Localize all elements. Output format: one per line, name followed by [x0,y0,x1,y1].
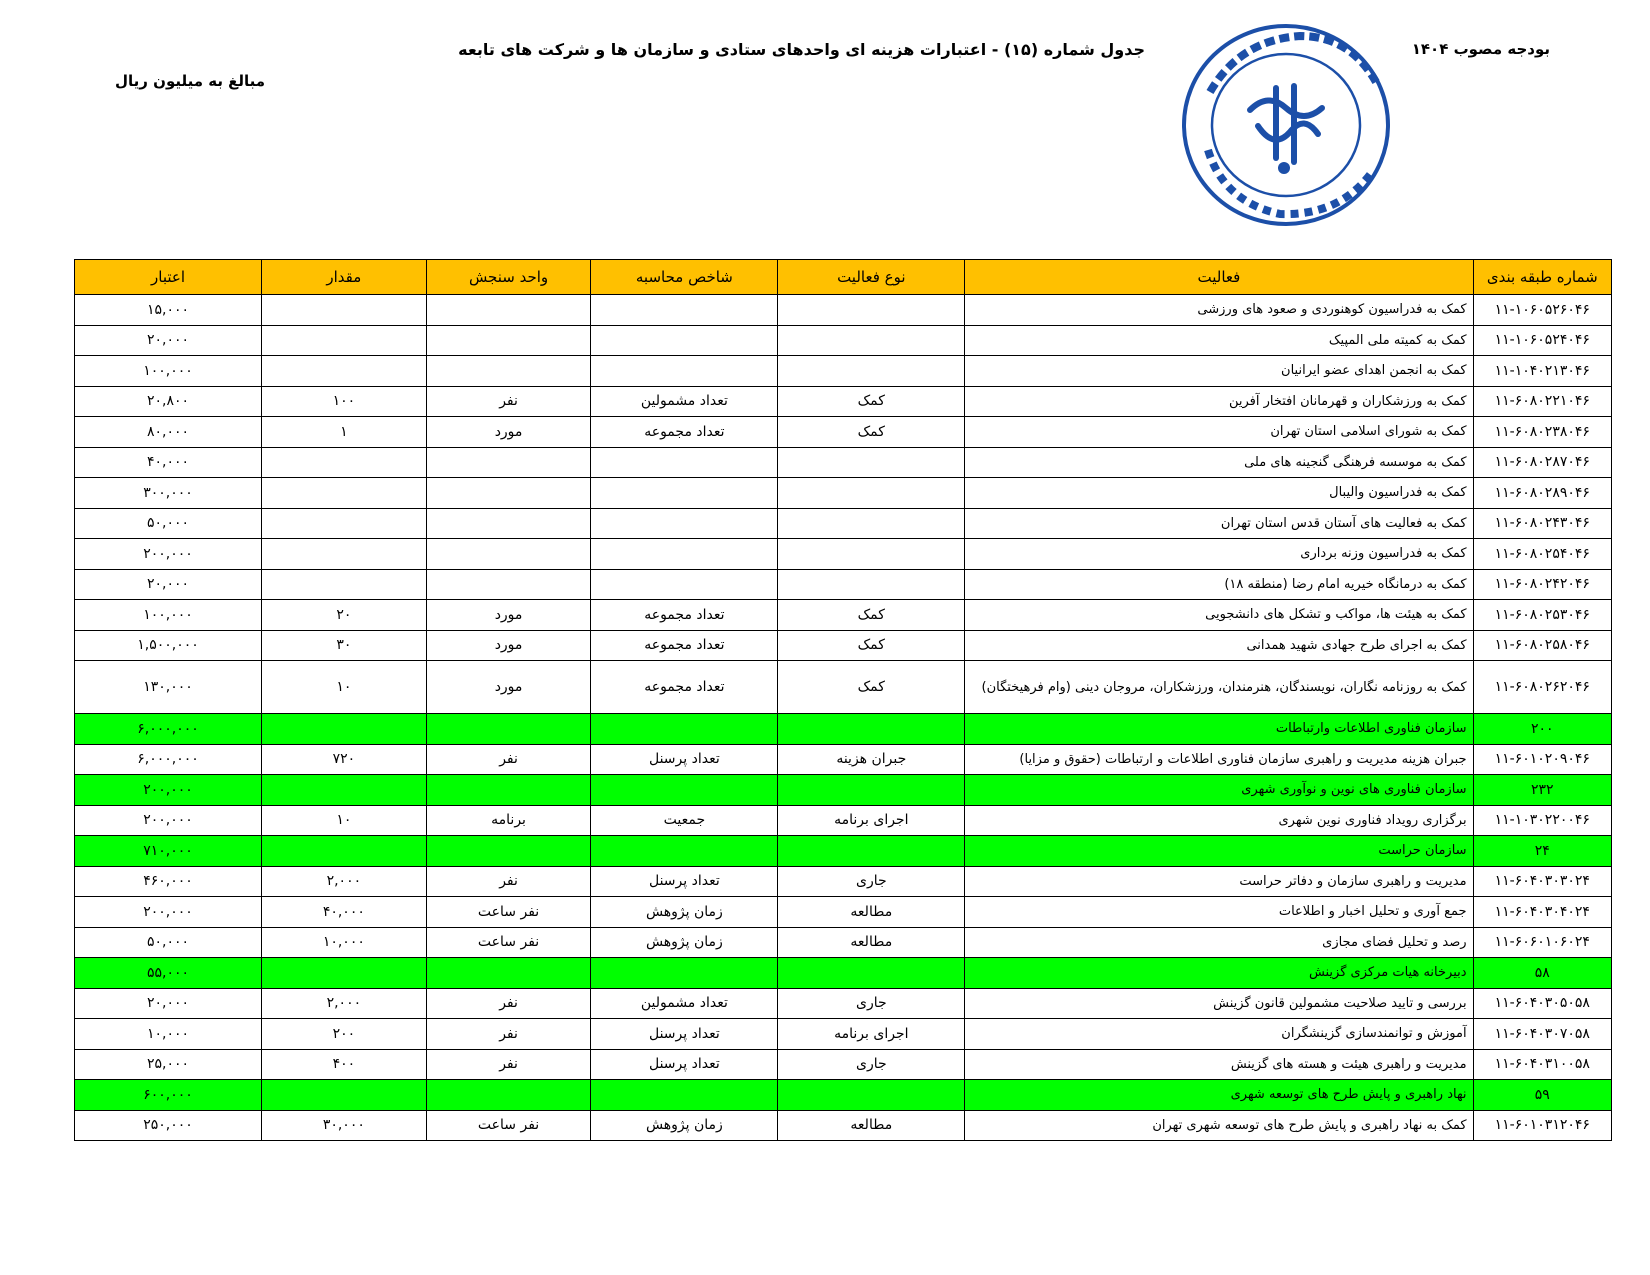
cell-activity: کمک به فعالیت های آستان قدس استان تهران [965,508,1473,539]
table-row [75,744,1612,775]
cell-activity: سازمان فناوری های نوین و نوآوری شهری [965,775,1473,806]
cell-unit: نفر ساعت [426,1110,591,1141]
cell-type [778,295,965,326]
cell-indicator [591,508,778,539]
cell-activity: کمک به ورزشکاران و قهرمانان افتخار آفرین [965,386,1473,417]
cell-credit: ۱۳۰,۰۰۰ [75,661,262,714]
cell-credit: ۱۵,۰۰۰ [75,295,262,326]
cell-code: ۱۱-۶۰۸۰۲۴۲۰۴۶ [1473,569,1611,600]
cell-activity: کمک به نهاد راهبری و پایش طرح های توسعه شهری تهران [965,1110,1473,1141]
col-header-code: شماره طبقه بندی [1473,260,1611,295]
cell-code: ۱۱-۶۰۴۰۳۱۰۰۵۸ [1473,1049,1611,1080]
col-header-qty: مقدار [262,260,427,295]
cell-qty: ۲۰ [262,600,427,631]
cell-unit [426,508,591,539]
cell-activity: بررسی و تایید صلاحیت مشمولین قانون گزینش [965,988,1473,1019]
cell-credit: ۳۰۰,۰۰۰ [75,478,262,509]
cell-qty [262,836,427,867]
cell-code: ۱۱-۶۰۸۰۲۵۸۰۴۶ [1473,630,1611,661]
cell-qty [262,539,427,570]
cell-unit: نفر [426,866,591,897]
cell-unit: نفر ساعت [426,927,591,958]
cell-credit: ۱۰۰,۰۰۰ [75,356,262,387]
cell-indicator [591,447,778,478]
cell-indicator: تعداد مجموعه [591,417,778,448]
col-header-type: نوع فعالیت [778,260,965,295]
cell-activity: کمک به شورای اسلامی استان تهران [965,417,1473,448]
cell-indicator [591,295,778,326]
cell-code: ۱۱-۱۰۶۰۵۲۶۰۴۶ [1473,295,1611,326]
cell-code: ۲۳۲ [1473,775,1611,806]
cell-code: ۱۱-۶۰۸۰۲۸۷۰۴۶ [1473,447,1611,478]
table-row [75,356,1612,387]
cell-qty: ۷۲۰ [262,744,427,775]
cell-code: ۱۱-۶۰۴۰۳۰۵۰۵۸ [1473,988,1611,1019]
cell-indicator: تعداد مجموعه [591,661,778,714]
cell-indicator: زمان پژوهش [591,897,778,928]
table-section-row [75,958,1612,989]
cell-type: جاری [778,988,965,1019]
col-header-unit: واحد سنجش [426,260,591,295]
table-row [75,866,1612,897]
cell-indicator [591,569,778,600]
cell-activity: نهاد راهبری و پایش طرح های توسعه شهری [965,1080,1473,1111]
cell-qty [262,325,427,356]
cell-unit: نفر [426,1049,591,1080]
cell-credit: ۱۰۰,۰۰۰ [75,600,262,631]
cell-type [778,836,965,867]
table-row [75,539,1612,570]
cell-indicator [591,356,778,387]
cell-type: اجرای برنامه [778,805,965,836]
table-section-row [75,1080,1612,1111]
cell-qty [262,356,427,387]
cell-activity: کمک به اجرای طرح جهادی شهید همدانی [965,630,1473,661]
cell-type: کمک [778,661,965,714]
cell-code: ۱۱-۱۰۴۰۲۱۳۰۴۶ [1473,356,1611,387]
cell-unit [426,714,591,745]
cell-credit: ۶۰۰,۰۰۰ [75,1080,262,1111]
cell-type: جاری [778,1049,965,1080]
cell-type [778,1080,965,1111]
cell-credit: ۵۰,۰۰۰ [75,927,262,958]
cell-credit: ۴۰,۰۰۰ [75,447,262,478]
table-row [75,1049,1612,1080]
cell-type [778,356,965,387]
table-row [75,508,1612,539]
cell-indicator [591,325,778,356]
table-row [75,805,1612,836]
cell-qty [262,569,427,600]
cell-code: ۱۱-۱۰۳۰۲۲۰۰۴۶ [1473,805,1611,836]
cell-unit: نفر [426,386,591,417]
cell-activity: کمک به فدراسیون کوهنوردی و صعود های ورزشی [965,295,1473,326]
cell-indicator: تعداد مشمولین [591,386,778,417]
cell-unit: مورد [426,661,591,714]
cell-credit: ۶,۰۰۰,۰۰۰ [75,744,262,775]
cell-type [778,539,965,570]
cell-activity: سازمان حراست [965,836,1473,867]
cell-code: ۲۴ [1473,836,1611,867]
cell-unit: مورد [426,417,591,448]
cell-unit: برنامه [426,805,591,836]
cell-activity: کمک به فدراسیون والیبال [965,478,1473,509]
cell-activity: کمک به درمانگاه خیریه امام رضا (منطقه ۱۸) [965,569,1473,600]
cell-type [778,714,965,745]
cell-unit [426,295,591,326]
cell-code: ۱۱-۶۰۶۰۱۰۶۰۲۴ [1473,927,1611,958]
cell-activity: رصد و تحلیل فضای مجازی [965,927,1473,958]
cell-credit: ۵۵,۰۰۰ [75,958,262,989]
cell-code: ۱۱-۶۰۸۰۲۸۹۰۴۶ [1473,478,1611,509]
cell-credit: ۴۶۰,۰۰۰ [75,866,262,897]
table-row [75,417,1612,448]
cell-unit [426,539,591,570]
cell-credit: ۵۰,۰۰۰ [75,508,262,539]
cell-type [778,325,965,356]
unit-note: مبالغ به میلیون ریال [115,72,266,90]
table-row [75,988,1612,1019]
table-row [75,478,1612,509]
cell-credit: ۲۵۰,۰۰۰ [75,1110,262,1141]
cell-code: ۱۱-۶۰۸۰۲۳۸۰۴۶ [1473,417,1611,448]
cell-qty [262,714,427,745]
cell-code: ۵۸ [1473,958,1611,989]
cell-type: کمک [778,600,965,631]
cell-indicator: تعداد مشمولین [591,988,778,1019]
table-body [75,295,1612,1141]
cell-indicator [591,539,778,570]
cell-unit [426,478,591,509]
cell-unit: نفر [426,744,591,775]
cell-credit: ۷۱۰,۰۰۰ [75,836,262,867]
cell-indicator [591,478,778,509]
page-title: جدول شماره (۱۵) - اعتبارات هزینه ای واحدهای ستادی و سازمان ها و شرکت های تابعه [458,40,1145,59]
cell-qty: ۱ [262,417,427,448]
cell-activity: دبیرخانه هیات مرکزی گزینش [965,958,1473,989]
table-header-row [75,260,1612,295]
cell-code: ۱۱-۱۰۶۰۵۲۴۰۴۶ [1473,325,1611,356]
cell-code: ۱۱-۶۰۱۰۲۰۹۰۴۶ [1473,744,1611,775]
cell-indicator: تعداد پرسنل [591,744,778,775]
table-row [75,1110,1612,1141]
table-row [75,897,1612,928]
cell-activity: کمک به موسسه فرهنگی گنجینه های ملی [965,447,1473,478]
cell-qty: ۱۰ [262,805,427,836]
cell-activity: جبران هزینه مدیریت و راهبری سازمان فناوری اطلاعات و ارتباطات (حقوق و مزایا) [965,744,1473,775]
cell-activity: برگزاری رویداد فناوری نوین شهری [965,805,1473,836]
cell-type: جاری [778,866,965,897]
table-row [75,661,1612,714]
cell-qty [262,1080,427,1111]
table-section-row [75,775,1612,806]
cell-activity: سازمان فناوری اطلاعات وارتباطات [965,714,1473,745]
cell-code: ۱۱-۶۰۸۰۲۴۳۰۴۶ [1473,508,1611,539]
cell-unit: مورد [426,630,591,661]
cell-type: مطالعه [778,1110,965,1141]
cell-indicator: جمعیت [591,805,778,836]
cell-code: ۱۱-۶۰۴۰۳۰۷۰۵۸ [1473,1019,1611,1050]
cell-activity: کمک به کمیته ملی المپیک [965,325,1473,356]
cell-type [778,478,965,509]
cell-activity: کمک به انجمن اهدای عضو ایرانیان [965,356,1473,387]
cell-credit: ۲۰۰,۰۰۰ [75,775,262,806]
cell-indicator: زمان پژوهش [591,927,778,958]
cell-qty [262,447,427,478]
cell-credit: ۲۰۰,۰۰۰ [75,539,262,570]
cell-credit: ۲۵,۰۰۰ [75,1049,262,1080]
cell-code: ۵۹ [1473,1080,1611,1111]
cell-code: ۱۱-۶۰۸۰۲۲۱۰۴۶ [1473,386,1611,417]
cell-qty: ۳۰,۰۰۰ [262,1110,427,1141]
cell-indicator: تعداد مجموعه [591,630,778,661]
cell-type: جبران هزینه [778,744,965,775]
cell-qty [262,478,427,509]
cell-qty: ۳۰ [262,630,427,661]
cell-unit: نفر [426,1019,591,1050]
cell-credit: ۲۰,۰۰۰ [75,325,262,356]
col-header-credit: اعتبار [75,260,262,295]
cell-indicator: تعداد پرسنل [591,866,778,897]
cell-unit [426,447,591,478]
col-header-indicator: شاخص محاسبه [591,260,778,295]
cell-credit: ۲۰,۰۰۰ [75,569,262,600]
cell-type [778,447,965,478]
table-row [75,295,1612,326]
cell-type [778,958,965,989]
table-row [75,325,1612,356]
cell-credit: ۱,۵۰۰,۰۰۰ [75,630,262,661]
cell-unit [426,775,591,806]
col-header-activity: فعالیت [965,260,1473,295]
cell-indicator [591,836,778,867]
cell-code: ۱۱-۶۰۸۰۲۵۴۰۴۶ [1473,539,1611,570]
cell-code: ۲۰۰ [1473,714,1611,745]
cell-code: ۱۱-۶۰۸۰۲۵۳۰۴۶ [1473,600,1611,631]
cell-qty [262,508,427,539]
cell-qty: ۴۰,۰۰۰ [262,897,427,928]
cell-credit: ۱۰,۰۰۰ [75,1019,262,1050]
cell-code: ۱۱-۶۰۴۰۳۰۳۰۲۴ [1473,866,1611,897]
cell-type [778,508,965,539]
cell-credit: ۲۰,۰۰۰ [75,988,262,1019]
cell-credit: ۶,۰۰۰,۰۰۰ [75,714,262,745]
table-section-row [75,836,1612,867]
table-section-row [75,714,1612,745]
cell-type: کمک [778,417,965,448]
cell-qty: ۲,۰۰۰ [262,988,427,1019]
cell-activity: کمک به فدراسیون وزنه برداری [965,539,1473,570]
table-row [75,569,1612,600]
table-row [75,1019,1612,1050]
cell-activity: مدیریت و راهبری سازمان و دفاتر حراست [965,866,1473,897]
cell-unit [426,1080,591,1111]
cell-unit [426,836,591,867]
cell-credit: ۲۰۰,۰۰۰ [75,897,262,928]
budget-table [74,259,1612,1141]
cell-unit: مورد [426,600,591,631]
cell-unit [426,356,591,387]
cell-indicator [591,958,778,989]
cell-unit [426,958,591,989]
cell-type: کمک [778,386,965,417]
cell-qty: ۴۰۰ [262,1049,427,1080]
cell-indicator: تعداد پرسنل [591,1019,778,1050]
table-row [75,447,1612,478]
table-row [75,927,1612,958]
cell-unit [426,325,591,356]
cell-credit: ۲۰۰,۰۰۰ [75,805,262,836]
cell-indicator [591,1080,778,1111]
cell-credit: ۲۰,۸۰۰ [75,386,262,417]
cell-unit: نفر ساعت [426,897,591,928]
table-row [75,600,1612,631]
cell-qty [262,295,427,326]
council-seal-stamp [1180,22,1392,228]
cell-indicator: تعداد مجموعه [591,600,778,631]
cell-activity: جمع آوری و تحلیل اخبار و اطلاعات [965,897,1473,928]
cell-qty: ۱۰ [262,661,427,714]
cell-type: مطالعه [778,927,965,958]
cell-qty: ۱۰,۰۰۰ [262,927,427,958]
cell-code: ۱۱-۶۰۴۰۳۰۴۰۲۴ [1473,897,1611,928]
cell-indicator: تعداد پرسنل [591,1049,778,1080]
cell-indicator: زمان پژوهش [591,1110,778,1141]
cell-type: اجرای برنامه [778,1019,965,1050]
budget-label: بودجه مصوب ۱۴۰۴ [1411,40,1550,58]
cell-type [778,569,965,600]
cell-code: ۱۱-۶۰۱۰۳۱۲۰۴۶ [1473,1110,1611,1141]
cell-activity: کمک به هیئت ها، مواکب و تشکل های دانشجویی [965,600,1473,631]
cell-indicator [591,775,778,806]
cell-type: مطالعه [778,897,965,928]
cell-activity: مدیریت و راهبری هیئت و هسته های گزینش [965,1049,1473,1080]
cell-credit: ۸۰,۰۰۰ [75,417,262,448]
table-row [75,386,1612,417]
cell-type [778,775,965,806]
cell-code: ۱۱-۶۰۸۰۲۶۲۰۴۶ [1473,661,1611,714]
cell-qty: ۲,۰۰۰ [262,866,427,897]
cell-unit [426,569,591,600]
cell-activity: آموزش و توانمندسازی گزینشگران [965,1019,1473,1050]
cell-qty [262,958,427,989]
table-row [75,630,1612,661]
cell-activity: کمک به روزنامه نگاران، نویسندگان، هنرمندان، ورزشکاران، مروجان دینی (وام فرهیختگان) [965,661,1473,714]
cell-qty: ۱۰۰ [262,386,427,417]
cell-unit: نفر [426,988,591,1019]
cell-qty: ۲۰۰ [262,1019,427,1050]
cell-qty [262,775,427,806]
cell-type: کمک [778,630,965,661]
cell-indicator [591,714,778,745]
